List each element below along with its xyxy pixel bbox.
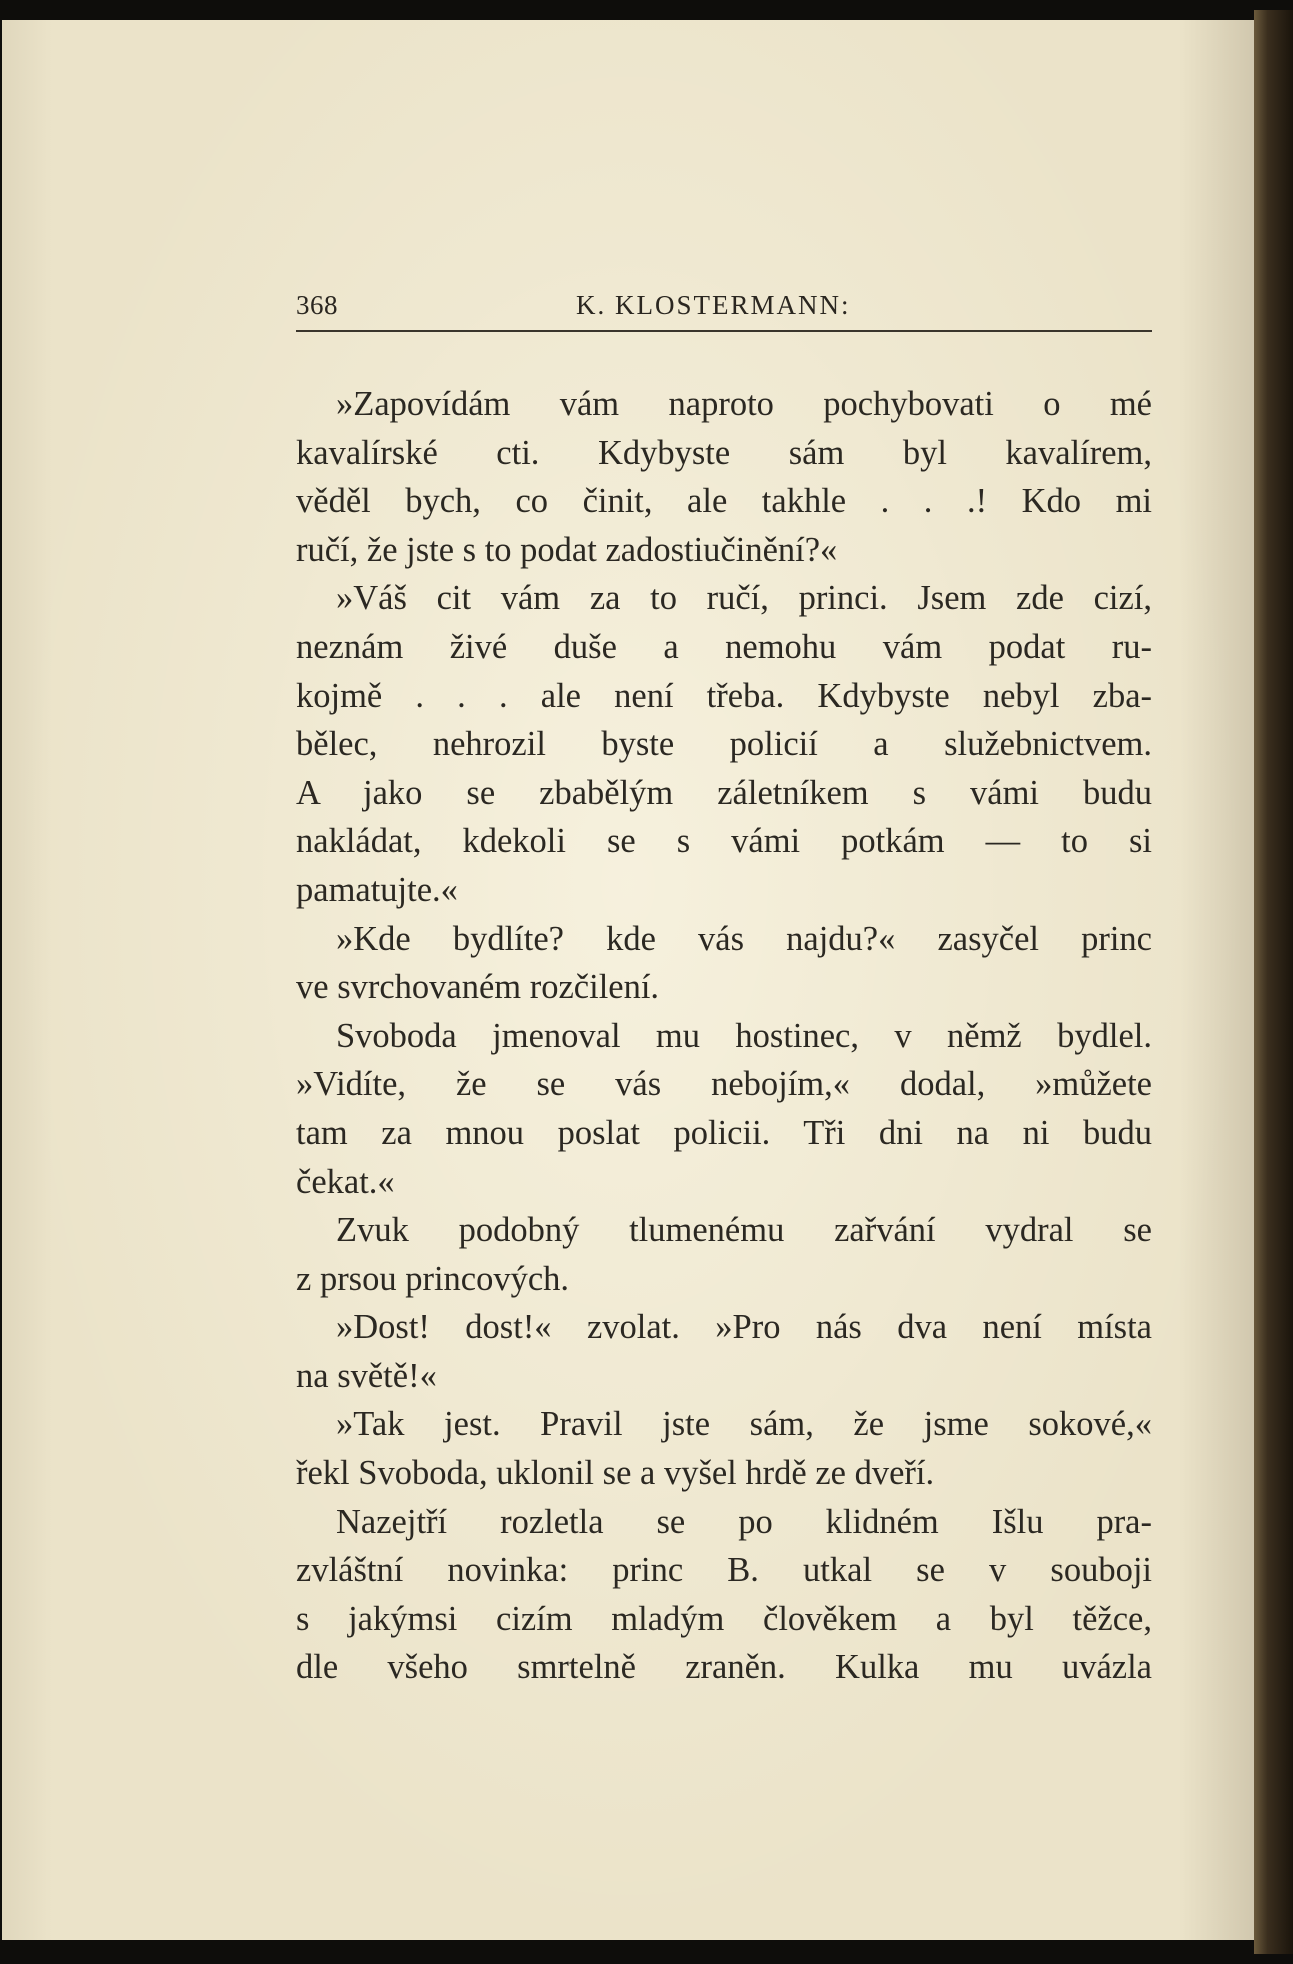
book-spine-edge <box>1254 10 1293 1954</box>
text-line: ve svrchovaném rozčilení. <box>296 968 660 1007</box>
text-line: pamatujte.« <box>296 870 458 909</box>
text-line: řekl Svoboda, uklonil se a vyšel hrdě ze dveří. <box>296 1454 935 1493</box>
text-line: nakládat, kdekoli se s vámi potkám — to si <box>296 822 1152 861</box>
text-line: »Zapovídám vám naproto pochybovati o mé <box>336 385 1152 423</box>
text-line: neznám živé duše a nemohu vám podat ru- <box>296 627 1152 666</box>
text-line: čekat.« <box>296 1162 395 1201</box>
text-line: »Vidíte, že se vás nebojím,« dodal, »můžete <box>296 1065 1152 1104</box>
page-header <box>296 284 1152 324</box>
running-title: K. KLOSTERMANN: <box>576 290 851 320</box>
text-line: »Kde bydlíte? kde vás najdu?« zasyčel princ <box>336 919 1152 958</box>
text-line: dle všeho smrtelně zraněn. Kulka mu uvázla <box>296 1648 1152 1687</box>
text-line: Zvuk podobný tlumenému zařvání vydral se <box>336 1211 1152 1250</box>
text-line: zvláštní novinka: princ B. utkal se v souboji <box>296 1551 1152 1590</box>
text-line: Nazejtří rozletla se po klidném Išlu pra- <box>336 1502 1152 1541</box>
text-line: Svoboda jmenoval mu hostinec, v němž bydlel. <box>336 1016 1152 1055</box>
text-line: na světě!« <box>296 1356 437 1395</box>
text-line: tam za mnou poslat policii. Tři dni na ni budu <box>296 1113 1152 1152</box>
text-line: ručí, že jste s to podat zadostiučinění?« <box>296 530 838 569</box>
text-line: »Tak jest. Pravil jste sám, že jsme sokové,« <box>336 1405 1152 1444</box>
text-line: věděl bych, co činit, ale takhle . . .! Kdo mi <box>296 482 1152 521</box>
page-number: 368 <box>296 290 338 320</box>
text-line: »Váš cit vám za to ručí, princi. Jsem zde cizí, <box>336 579 1152 618</box>
text-line: »Dost! dost!« zvolat. »Pro nás dva není místa <box>336 1308 1152 1347</box>
text-line: A jako se zbabělým záletníkem s vámi budu <box>296 773 1152 812</box>
body-text <box>296 380 1152 1692</box>
text-line: kavalírské cti. Kdybyste sám byl kavalírem, <box>296 433 1152 472</box>
header-rule <box>296 330 1152 332</box>
text-line: s jakýmsi cizím mladým člověkem a byl těžce, <box>296 1599 1152 1638</box>
text-line: z prsou princových. <box>296 1259 570 1298</box>
text-line: bělec, nehrozil byste policií a služebnictvem. <box>296 725 1152 764</box>
text-line: kojmě . . . ale není třeba. Kdybyste nebyl zba- <box>296 676 1152 715</box>
